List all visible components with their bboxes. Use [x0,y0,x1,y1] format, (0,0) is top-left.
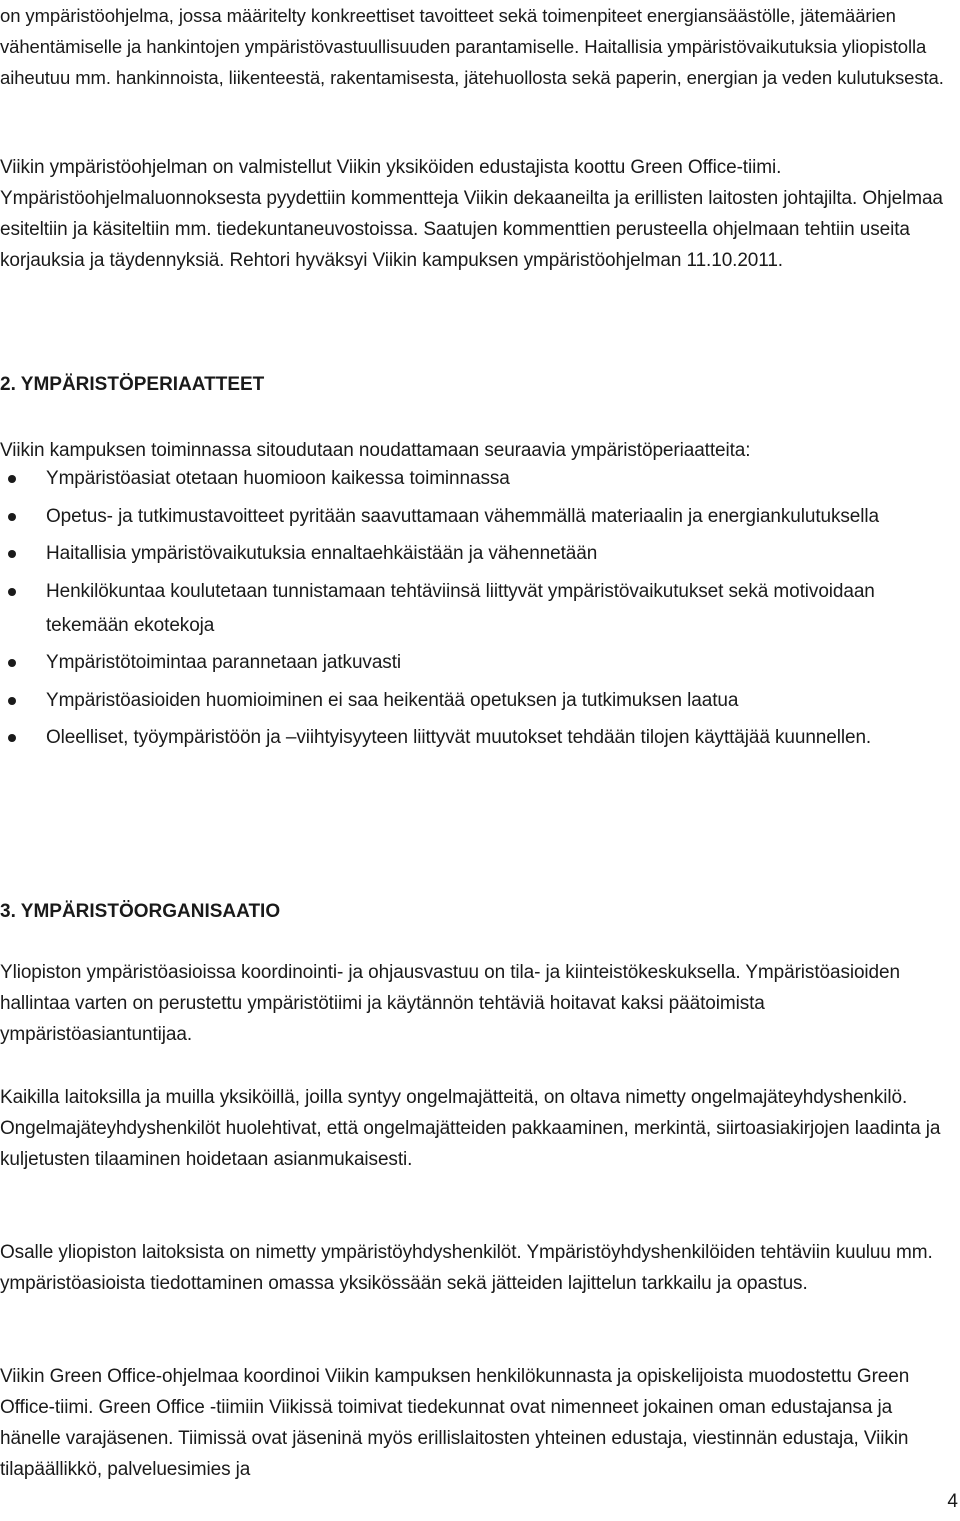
list-item-text: Opetus- ja tutkimustavoitteet pyritään saavuttamaan vähemmällä materiaalin ja energiankulutuksella [46,505,879,527]
bullet-icon [8,659,16,667]
list-item-text: Henkilökuntaa koulutetaan tunnistamaan tehtäviinsä liittyvät ympäristövaikutukset sekä motivoidaan tekemään ekotekoja [46,580,875,636]
list-item-text: Ympäristöasioiden huomioiminen ei saa heikentää opetuksen ja tutkimuksen laatua [46,689,739,711]
bullet-icon [8,588,16,596]
list-item-text: Oleelliset, työympäristöön ja –viihtyisyyteen liittyvät muutokset tehdään tilojen käyttäjää kuunnellen. [46,727,872,748]
list-item [0,537,960,571]
list-item-text: Ympäristötoimintaa parannetaan jatkuvasti [46,652,401,673]
bullet-icon [8,513,16,521]
list-item-text: Ympäristöasiat otetaan huomioon kaikessa toiminnassa [46,468,510,489]
section-3-paragraph-1: Yliopiston ympäristöasioissa koordinointi- ja ohjausvastuu on tila- ja kiinteistökeskuksella. Ympäristöasioiden hallintaa varten on perustettu ympäristötiimi ja käytännön tehtäviä hoitavat kaksi päätoimista ympäristöasiantuntijaa. [0,962,900,1045]
environmental-principles-list [0,462,960,759]
bullet-icon [8,697,16,705]
list-item [0,462,960,496]
bullet-icon [8,550,16,558]
list-item-text: Haitallisia ympäristövaikutuksia ennaltaehkäistään ja vähennetään [46,543,598,564]
list-item [0,684,960,718]
section-3-paragraph-4: Viikin Green Office-ohjelmaa koordinoi Viikin kampuksen henkilökunnasta ja opiskelijoista muodostettu Green Office-tiimi. Green Office -tiimiin Viikissä toimivat tiedekunnat ovat nimenneet jokainen oman edustajansa ja hänelle varajäsenen. Tiimissä ovat jäseninä myös erillislaitosten yhteinen edustaja, viestinnän edustaja, Viikin tilapäällikkö, palveluesimies ja [0,1366,910,1480]
list-item [0,500,960,534]
bullet-icon [8,475,16,483]
intro-paragraph: on ympäristöohjelma, jossa määritelty konkreettiset tavoitteet sekä toimenpiteet energiansäästölle, jätemäärien vähentämiselle ja hankintojen ympäristövastuullisuuden parantamiselle. Haitallisia ympäristövaikutuksia yliopistolla aiheutuu mm. hankinnoista, liikenteestä, rakentamisesta, jätehuollosta sekä paperin, energian ja veden kulutuksesta. [0,5,944,88]
list-item [0,721,960,755]
section-3-paragraph-3: Osalle yliopiston laitoksista on nimetty ympäristöyhdyshenkilöt. Ympäristöyhdyshenkilöiden tehtäviin kuuluu mm. ympäristöasioista tiedottaminen omassa yksikössään sekä jätteiden lajittelun tarkkailu ja opastus. [0,1242,933,1294]
section-2-heading: 2. YMPÄRISTÖPERIAATTEET [0,374,265,395]
section-2-lead: Viikin kampuksen toiminnassa sitoudutaan noudattamaan seuraavia ympäristöperiaatteita: [0,440,751,461]
page-number: 4 [947,1491,958,1512]
section-3-heading: 3. YMPÄRISTÖORGANISAATIO [0,901,281,922]
list-item [0,575,960,643]
list-item [0,646,960,680]
green-office-paragraph: Viikin ympäristöohjelman on valmistellut Viikin yksiköiden edustajista koottu Green Office-tiimi. Ympäristöohjelmaluonnoksesta pyydettiin kommentteja Viikin dekaaneilta ja erillisten laitosten johtajilta. Ohjelmaa esiteltiin ja käsiteltiin mm. tiedekuntaneuvostoissa. Saatujen kommenttien perusteella ohjelmaan tehtiin useita korjauksia ja täydennyksiä. Rehtori hyväksyi Viikin kampuksen ympäristöohjelman 11.10.2011. [0,157,943,271]
section-3-paragraph-2: Kaikilla laitoksilla ja muilla yksiköillä, joilla syntyy ongelmajätteitä, on oltava nimetty ongelmajäteyhdyshenkilö. Ongelmajäteyhdyshenkilöt huolehtivat, että ongelmajätteiden pakkaaminen, merkintä, siirtoasiakirjojen laadinta ja kuljetusten tilaaminen hoidetaan asianmukaisesti. [0,1087,941,1170]
bullet-icon [8,734,16,742]
